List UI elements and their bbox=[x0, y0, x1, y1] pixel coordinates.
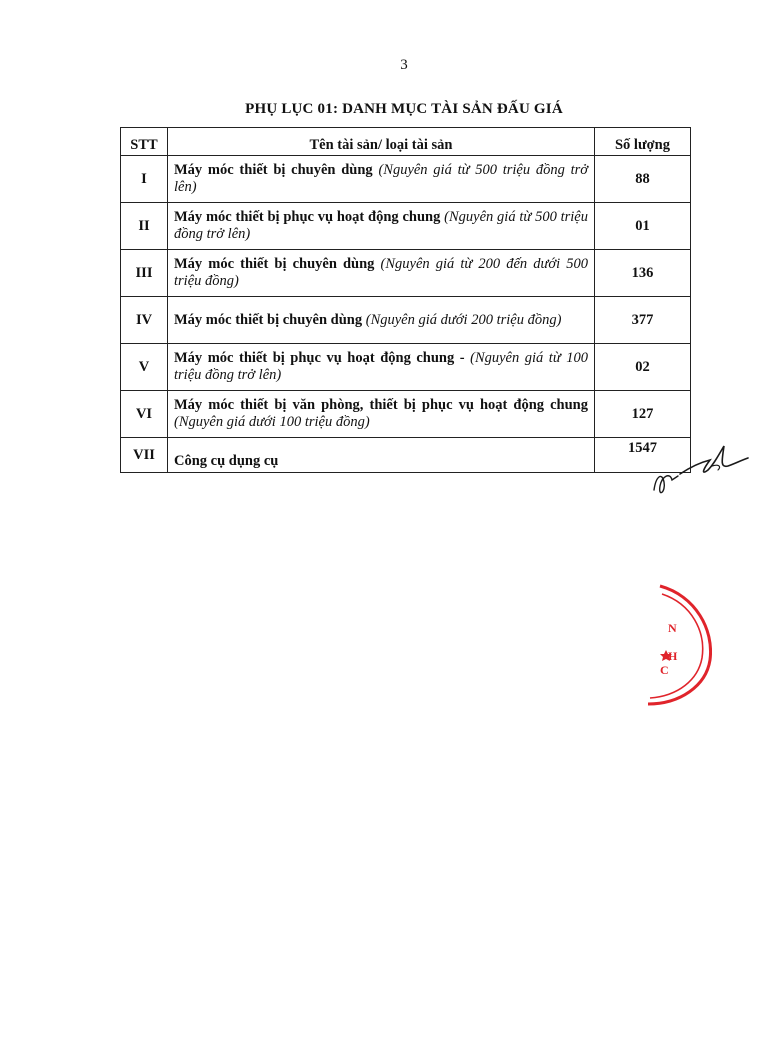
row-asset-name bbox=[168, 297, 595, 344]
row-quantity: 127 bbox=[595, 391, 691, 438]
asset-name-text: Máy móc thiết bị chuyên dùng bbox=[174, 311, 363, 328]
row-stt: IV bbox=[121, 297, 168, 344]
header-asset-name: Tên tài sản/ loại tài sản bbox=[168, 128, 595, 156]
row-quantity: 02 bbox=[595, 344, 691, 391]
row-stt: III bbox=[121, 250, 168, 297]
table-row bbox=[121, 297, 691, 344]
row-asset-name bbox=[168, 203, 595, 250]
table-header-row bbox=[121, 128, 691, 156]
handwritten-signature bbox=[648, 436, 752, 500]
row-stt: II bbox=[121, 203, 168, 250]
table-row bbox=[121, 344, 691, 391]
row-stt: V bbox=[121, 344, 168, 391]
asset-name-text: Máy móc thiết bị phục vụ hoạt động chung - bbox=[174, 350, 465, 366]
row-asset-name bbox=[168, 250, 595, 297]
row-stt: VI bbox=[121, 391, 168, 438]
row-asset-name bbox=[168, 391, 595, 438]
row-stt: I bbox=[121, 156, 168, 203]
table-row bbox=[121, 438, 691, 473]
svg-text:H: H bbox=[668, 649, 678, 663]
table-row bbox=[121, 203, 691, 250]
svg-text:N: N bbox=[668, 621, 677, 635]
row-asset-name bbox=[168, 438, 595, 473]
page-number: 3 bbox=[400, 57, 408, 73]
header-stt: STT bbox=[121, 128, 168, 156]
table-row bbox=[121, 391, 691, 438]
asset-name-text: Công cụ dụng cụ bbox=[174, 453, 279, 469]
asset-name-text: Máy móc thiết bị văn phòng, thiết bị phục vụ hoạt động chung bbox=[174, 397, 588, 413]
asset-note-text: (Nguyên giá từ 500 triệu đồng trở lên) bbox=[174, 209, 588, 242]
row-asset-name bbox=[168, 156, 595, 203]
row-quantity: 136 bbox=[595, 250, 691, 297]
row-quantity: 88 bbox=[595, 156, 691, 203]
asset-note-text: (Nguyên giá từ 200 đến dưới 500 triệu đồng) bbox=[174, 256, 588, 289]
row-asset-name bbox=[168, 344, 595, 391]
row-quantity: 01 bbox=[595, 203, 691, 250]
asset-note-text: (Nguyên giá từ 500 triệu đồng trở lên) bbox=[174, 162, 588, 195]
asset-name-text: Máy móc thiết bị phục vụ hoạt động chung bbox=[174, 209, 441, 225]
asset-note-text: (Nguyên giá từ 100 triệu đồng trở lên) bbox=[174, 350, 589, 383]
row-stt: VII bbox=[121, 438, 168, 473]
row-quantity: 1547 bbox=[595, 438, 691, 473]
svg-text:C: C bbox=[660, 663, 669, 677]
asset-note-text: (Nguyên giá dưới 200 triệu đồng) bbox=[365, 311, 562, 328]
row-quantity: 377 bbox=[595, 297, 691, 344]
red-seal-stamp bbox=[640, 582, 712, 708]
asset-name-text: Máy móc thiết bị chuyên dùng bbox=[174, 162, 373, 178]
page-title: PHỤ LỤC 01: DANH MỤC TÀI SẢN ĐẤU GIÁ bbox=[245, 101, 563, 117]
table-row bbox=[121, 250, 691, 297]
asset-table bbox=[120, 127, 691, 473]
header-quantity: Số lượng bbox=[595, 128, 691, 156]
asset-note-text: (Nguyên giá dưới 100 triệu đồng) bbox=[174, 414, 370, 430]
table-row bbox=[121, 156, 691, 203]
asset-name-text: Máy móc thiết bị chuyên dùng bbox=[174, 256, 375, 272]
